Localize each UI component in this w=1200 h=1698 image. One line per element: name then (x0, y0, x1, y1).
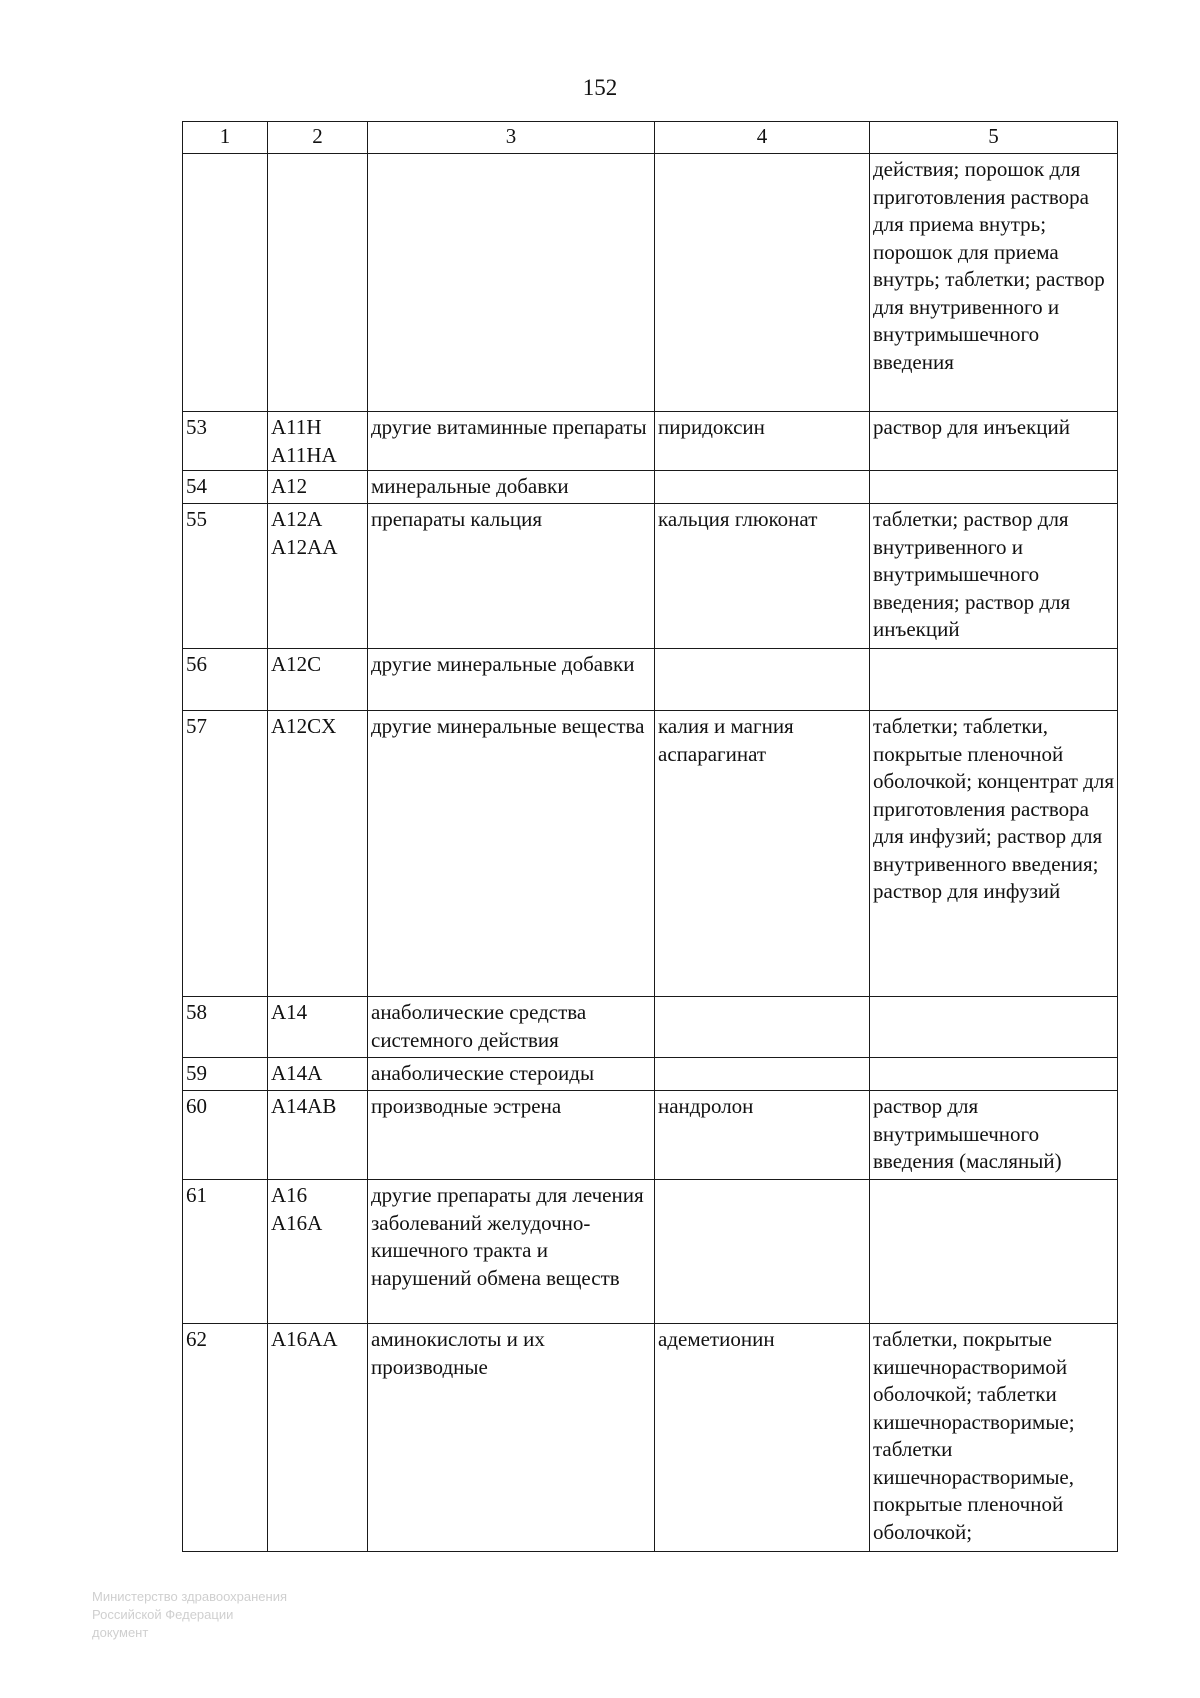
page-number: 152 (582, 75, 618, 100)
drug-name (655, 1058, 870, 1091)
drug-name: пиридоксин (655, 412, 870, 471)
group-name: минеральные добавки (368, 471, 655, 504)
table-row (183, 997, 1118, 1058)
drug-name (655, 154, 870, 412)
drug-name (655, 471, 870, 504)
footer-stamp-line: Российской Федерации (92, 1607, 234, 1622)
table-row (183, 154, 1118, 412)
group-name: другие витаминные препараты (368, 412, 655, 471)
atc-code (268, 154, 368, 412)
table-row (183, 711, 1118, 997)
group-name (368, 154, 655, 412)
table-row (183, 504, 1118, 649)
group-name: анаболические стероиды (368, 1058, 655, 1091)
dosage-form: таблетки; раствор для внутривенного и внутримышечного введения; раствор для инъекций (870, 504, 1118, 649)
column-header-2: 2 (268, 122, 368, 154)
atc-code: A12CX (268, 711, 368, 997)
table-row (183, 412, 1118, 471)
group-name: другие препараты для лечения заболеваний желудочно-кишечного тракта и нарушений обмена веществ (368, 1180, 655, 1324)
row-number: 60 (183, 1091, 268, 1180)
row-number (183, 154, 268, 412)
row-number: 53 (183, 412, 268, 471)
dosage-form: действия; порошок для приготовления раствора для приема внутрь; порошок для приема внутрь; таблетки; раствор для внутривенного и внутримышечного введения (870, 154, 1118, 412)
header-row (183, 122, 1118, 154)
dosage-form (870, 1180, 1118, 1324)
column-header-3: 3 (368, 122, 655, 154)
footer-stamp-line: документ (92, 1625, 149, 1640)
footer-stamp (92, 1588, 322, 1642)
row-number: 56 (183, 649, 268, 711)
row-number: 55 (183, 504, 268, 649)
drug-name (655, 997, 870, 1058)
atc-code: A12 (268, 471, 368, 504)
column-header-1: 1 (183, 122, 268, 154)
row-number: 54 (183, 471, 268, 504)
drug-name: адеметионин (655, 1324, 870, 1552)
row-number: 59 (183, 1058, 268, 1091)
dosage-form (870, 1058, 1118, 1091)
row-number: 61 (183, 1180, 268, 1324)
atc-code: A12A A12AA (268, 504, 368, 649)
table-row (183, 1091, 1118, 1180)
dosage-form: раствор для инъекций (870, 412, 1118, 471)
drug-name: кальция глюконат (655, 504, 870, 649)
atc-code: A14AB (268, 1091, 368, 1180)
table-row (183, 1058, 1118, 1091)
row-number: 57 (183, 711, 268, 997)
table-row (183, 471, 1118, 504)
drug-name (655, 649, 870, 711)
group-name: другие минеральные добавки (368, 649, 655, 711)
atc-code: A14 (268, 997, 368, 1058)
atc-code: A16 A16A (268, 1180, 368, 1324)
footer-stamp-line: Министерство здравоохранения (92, 1589, 287, 1604)
row-number: 62 (183, 1324, 268, 1552)
group-name: анаболические средства системного действия (368, 997, 655, 1058)
group-name: производные эстрена (368, 1091, 655, 1180)
dosage-form: раствор для внутримышечного введения (масляный) (870, 1091, 1118, 1180)
drug-name (655, 1180, 870, 1324)
dosage-form (870, 649, 1118, 711)
row-number: 58 (183, 997, 268, 1058)
atc-code: A11H A11HA (268, 412, 368, 471)
atc-code: A14A (268, 1058, 368, 1091)
dosage-form (870, 997, 1118, 1058)
atc-code: A12C (268, 649, 368, 711)
table-row (183, 1324, 1118, 1552)
drug-name: нандролон (655, 1091, 870, 1180)
column-header-4: 4 (655, 122, 870, 154)
column-header-5: 5 (870, 122, 1118, 154)
group-name: препараты кальция (368, 504, 655, 649)
dosage-form: таблетки; таблетки, покрытые пленочной оболочкой; концентрат для приготовления раствора для инфузий; раствор для внутривенного введения; раствор для инфузий (870, 711, 1118, 997)
dosage-form: таблетки, покрытые кишечнорастворимой оболочкой; таблетки кишечнорастворимые; таблетки кишечнорастворимые, покрытые пленочной оболочкой; (870, 1324, 1118, 1552)
table-row (183, 649, 1118, 711)
table-row (183, 1180, 1118, 1324)
atc-code: A16AA (268, 1324, 368, 1552)
medication-table (182, 121, 1118, 1552)
group-name: аминокислоты и их производные (368, 1324, 655, 1552)
group-name: другие минеральные вещества (368, 711, 655, 997)
drug-name: калия и магния аспарагинат (655, 711, 870, 997)
dosage-form (870, 471, 1118, 504)
